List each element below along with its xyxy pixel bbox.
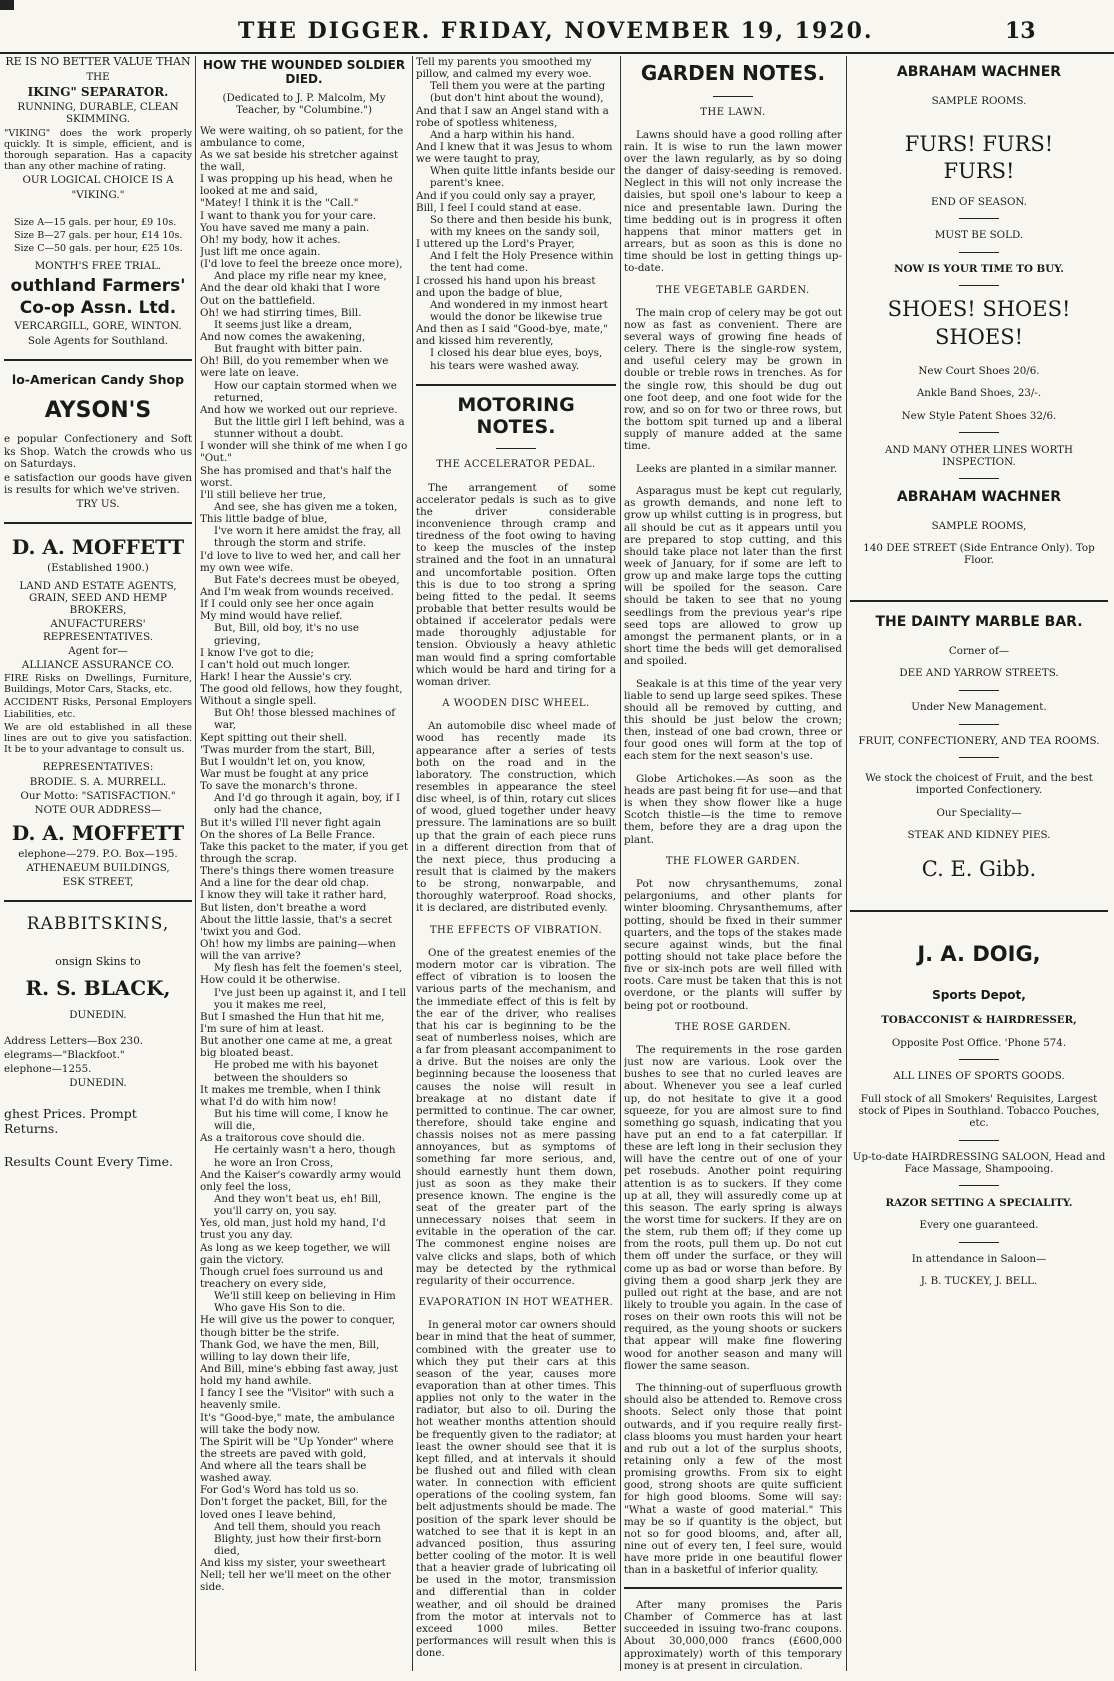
poem-line: "Matey! I think it is the "Call." [200,197,359,210]
ad-line: MONTH'S FREE TRIAL. [34,260,162,273]
poem-line: And a harp within his hand. [430,128,575,141]
ad-line: Our Motto: "SATISFACTION." [20,789,176,802]
poem-line: And the dear old khaki that I wore [200,282,380,295]
column-rule [412,56,413,1671]
article-paragraph: One of the greatest enemies of the modern motor car is vibration. The effect of vibration is to loosen the various parts of the mechanism, and the immediate effect of this is felt by the ear of the driver, who realises that his car is beginning to be the seat of numberless noises, which are a far from pleasant accompaniment to a drive. But the noises are only the beginning because the looseness that causes the noise will result in breakage at no distant date if permitted to continue. The car owner, therefore, should take engine and chassis noises not as mere passing annoyances, but as symptoms of something far more serious, and, should earnestly hunt them down, just as soon as they make their presence known. The engine is the seat of the greater part of the unnecessary noises that seem in evitable in the operation of the car. The commonest engine noises are valve clicks and slaps, both of which may be detected by the rythmical regularity of their occurrence. [416,946,616,1287]
poem-line: For God's Word has told us so. [200,1484,359,1497]
poem-body [200,125,408,1594]
ad-text: e popular Confectionery and Soft ks Shop. Watch the crowds who us on Saturdays. [4,433,192,470]
ad-line: ghest Prices. Prompt Returns. [4,1106,137,1137]
poem-line: Oh! we had stirring times, Bill. [200,306,362,319]
poem-line: And Bill, mine's ebbing fast away, just hold my hand awhile. [200,1362,399,1388]
ad-line: ATHENAEUM BUILDINGS, [26,861,170,874]
ad-line: SAMPLE ROOMS, [931,519,1027,532]
garden-column [624,56,842,1671]
poem-line: Don't forget the packet, Bill, for the loved ones I leave behind, [200,1496,388,1521]
poem-line: This little badge of blue, [200,513,328,526]
ad-heading: lo-American Candy Shop [11,371,185,387]
poem-line: I fancy I see the "Visitor" with such a heavenly smile. [200,1387,395,1412]
column-rule [846,56,847,1671]
poem-line: About the little lassie, that's a secret 'twixt you and God. [200,913,393,938]
poem-line: Tell my parents you smoothed my pillow, and calmed my every woe. [416,56,592,81]
poem-line: But, Bill, old boy, it's no use grieving, [214,622,359,647]
poem-line: Though cruel foes surround us and treachery on every side, [200,1265,384,1290]
poem-line: And a line for the dear old chap. [200,877,370,890]
poem-line: He certainly wasn't a hero, though he wore an Iron Cross, [214,1144,396,1169]
article-paragraph: Seakale is at this time of the year very liable to send up large seed spikes. These should all be removed by cutting, and this should be just below the crown; then, instead of one bad crown, three or four good ones will form at the top of each stem for the next season's use. [624,677,842,763]
poem-line: And I'm weak from wounds received. [200,585,394,598]
ad-line: SAMPLE ROOMS. [931,94,1027,107]
ad-heading: THE DAINTY MARBLE BAR. [875,614,1083,631]
divider [496,448,536,449]
section-heading: THE FLOWER GARDEN. [665,856,801,868]
size-row: Size C—50 gals. per hour, £25 10s. [14,243,183,255]
ad-line: REPRESENTATIVES: [42,761,154,774]
poem-line: I can't hold out much longer. [200,658,351,671]
poem-line: Out on the battlefield. [200,294,316,307]
poem-line: How could it be otherwise. [200,974,341,987]
ad-line: "VIKING." [71,188,125,201]
ad-line: TRY US. [76,498,120,511]
poem-line: But another one came at me, a great big bloated beast. [200,1035,393,1060]
ad-heading: FURS! FURS! FURS! [904,131,1054,183]
poem-line: And they won't beat us, eh! Bill, you'll carry on, you say. [214,1192,382,1218]
ad-line: Address Letters—Box 230. [4,1034,144,1047]
poem-line: But fraught with bitter pain. [214,343,363,356]
poem-line: And I knew that it was Jesus to whom we were taught to pray, [416,140,613,166]
poem-line: 'Twas murder from the start, Bill, [200,743,376,756]
ad-line: Full stock of all Smokers' Requisites, Largest stock of Pipes in Southland. Tobacco Pouches, etc. [858,1092,1100,1130]
rabbitskins-ad [4,914,192,1170]
poem-line: But his time will come, I know he will die, [214,1107,389,1133]
article-paragraph: Lawns should have a good rolling after rain. It is wise to run the lawn mower over the lawn regularly, as by so doing the danger of daisy-seeding is removed. Neglect in this will not only increase the daisies, but spoil one's labour to keep a nice and presentable lawn. During the time bedding out is in progress it often happens that minor matters get in arrears, but as soon as this is done no time should be lost in getting things up-to-date. [624,128,842,275]
ad-line: RE IS NO BETTER VALUE THAN [5,56,191,68]
ad-text: We are old established in all these lines are out to give you satisfaction. It be to your advantage to consult us. [4,721,192,756]
divider [4,522,192,524]
poem-ending [416,56,616,372]
poem-line: And tell them, should you reach Blighty, just how their first-born died, [214,1520,382,1558]
ad-line: elegrams—"Blackfoot." [4,1048,125,1061]
poem-line: If I could only see her once again [200,598,374,611]
ad-heading: SHOES! SHOES! SHOES! [887,297,1071,349]
article-paragraph: The main crop of celery may be got out now as fast as convenient. There are several ways of growing fine heads of celery. There is the single-row system, and useful celery may be grown in double or treble rows in trenches. As for the single row, this should be dug out one foot deep, and one foot wide for the row, and so on for two or three rows, but the bottom spit turned up and a liberal supply of manure added at the same time. [624,306,842,453]
poem-line: Without a single spell. [200,695,317,708]
poem-column [200,56,408,1671]
article-paragraph: Leeks are planted in a similar manner. [636,462,838,475]
section-heading: THE ACCELERATOR PEDAL. [436,459,596,471]
size-row: Size A—15 gals. per hour, £9 10s. [14,216,177,228]
ad-line: OUR LOGICAL CHOICE IS A [22,174,174,187]
article-paragraph: Asparagus must be kept cut regularly, as growth demands, and none left to grow up whilst cutting is in progress, but all should be cut as it appears until you are prepared to stop cutting, and this should take place not later than the first week of January, for if some are left to grow up and make large tops the cutting will be spoiled for the season. Care should be taken to see that no young seedlings from the previous year's ripe seed tops are allowed to grow up amongst the permanent plants, or in a short time the beds will get demoralised and spoiled. [624,485,842,668]
poem-line: Oh! Bill, do you remember when we were late on leave. [200,355,389,380]
ad-heading: J. A. DOIG, [917,942,1041,967]
poem-line: When quite little infants beside our parent's knee. [430,165,615,190]
article-paragraph: The arrangement of some accelerator pedals is such as to give the driver considerable inconvenience through cramp and tiredness of the foot owing to having to keep the muscles of the instep strained and the foot in an unnatural and uncomfortable position. Often this is due to too strong a spring being fitted to the pedal. It seems probable that better results would be obtained if accelerator pedals were made thoroughly adjustable for tension. Obviously a heavy athletic man would find a spring comfortable which would be hard and tiring for a woman driver. [416,481,616,688]
ad-heading: C. E. Gibb. [921,857,1037,882]
ad-line: elephone—279. P.O. Box—195. [18,847,178,860]
size-row: Size B—27 gals. per hour, £14 10s. [14,229,183,241]
ad-line: NOTE OUR ADDRESS— [34,803,162,816]
poem-line: Yes, old man, just hold my hand, I'd trust you any day. [200,1217,386,1242]
poem-line: And the Kaiser's cowardly army would only feel the loss, [200,1168,402,1193]
poem-line: I've just been up against it, and I tell you it makes me reel, [214,986,407,1011]
ad-line: ANUFACTURERS' REPRESENTATIVES. [42,618,154,643]
poem-line: But I smashed the Hun that hit me, [200,1010,385,1023]
poem-line: (I'd love to feel the breeze once more), [200,258,403,271]
poem-line: As long as we keep together, we will gain the victory. [200,1241,391,1266]
poem-line: My flesh has felt the foemen's steel, [214,962,403,975]
ad-line: onsign Skins to [55,955,141,969]
ad-heading: AYSON'S [44,397,152,423]
article-paragraph: An automobile disc wheel made of wood has recently made its appearance after a series of tests both on the road and in the laboratory. The construction, which resembles in appearance the steel disc wheel, is of thin, rotary cut slices of wood, glued together under heavy pressure. The laminations are so built up that the grain of each piece runs in a different direction from that of the next piece, thus producing a result that is claimed by the makers to be strong, nonwarpable, and thoroughly waterproof. Road shocks, it is declared, are distributed evenly. [416,720,616,915]
poem-line: It's "Good-bye," mate, the ambulance will take the body now. [200,1411,395,1436]
ad-heading: Sports Depot, [932,988,1026,1003]
poem-line: I closed his dear blue eyes, boys, his tears were washed away. [430,347,603,372]
poem-line: How our captain stormed when we returned, [214,379,397,404]
ad-heading: Co-op Assn. Ltd. [19,298,177,319]
poem-line: And now comes the awakening, [200,330,366,343]
ad-heading: R. S. BLACK, [25,976,171,1001]
ad-line: Opposite Post Office. 'Phone 574. [891,1036,1067,1049]
ad-line: FRUIT, CONFECTIONERY, AND TEA ROOMS. [858,734,1100,747]
article-paragraph: Pot now chrysanthemums, zonal pelargoniums, and other plants for winter blooming. Chrysanthemums, after potting, should be fixed in their summer quarters, and the tops of the stakes made secure against winds, but the final potting should not take place before the five or six-inch pots are well filled with roots. Care must be taken that this is not overdone, or the plants will suffer by being pot or rootbound. [624,878,842,1012]
ad-line: Every one guaranteed. [919,1219,1039,1232]
poem-line: And I felt the Holy Presence within the tent had come. [430,250,614,275]
poem-line: I'll still believe her true, [200,488,326,501]
ad-line: ALLIANCE ASSURANCE CO. [21,658,175,671]
poem-line: My mind would have relief. [200,610,343,623]
poem-line: As we sat beside his stretcher against the wall, [200,148,399,174]
wachner-ad [850,64,1108,566]
divider [850,600,1108,602]
poem-line: And that I saw an Angel stand with a robe of spotless whiteness, [416,104,609,129]
poem-line: I'm sure of him at least. [200,1023,325,1035]
poem-line: Tell them you were at the parting (but don't hint about the wound), [430,80,606,105]
poem-line: Hark! I hear the Aussie's cry. [200,670,353,683]
section-heading: EVAPORATION IN HOT WEATHER. [418,1297,614,1309]
ad-line: AND MANY OTHER LINES WORTH INSPECTION. [884,443,1074,468]
ad-line: 140 DEE STREET (Side Entrance Only). Top Floor. [863,542,1095,567]
section-heading: THE EFFECTS OF VIBRATION. [429,924,603,936]
ads-column-right [850,56,1108,1671]
article-paragraph: The thinning-out of superfluous growth should also be attended to. Remove cross shoots. Select only those that point outwards, and if you require really first-class blooms you must harden your heart and rub out a lot of the surplus shoots, retaining only a few of the most promising growths. From six to eight good, strong shoots are quite sufficient for high good blooms. Some will say: "What a waste of good material." This may be so if quantity is the object, but not so for good blooms, and, after all, nine out of every ten, I feel sure, would have more pride in one beautiful flower than in a basketful of inferior quality. [624,1382,842,1577]
poem-line: Kept spitting out their shell. [200,731,348,744]
ad-line: New Style Patent Shoes 32/6. [901,409,1057,422]
marble-bar-ad [850,614,1108,882]
ad-heading: RABBITSKINS, [26,914,170,935]
poem-line: But I wouldn't let on, you know, [200,755,366,768]
ad-line: Agent for— [68,644,128,657]
poem-line: And kiss my sister, your sweetheart Nell; tell her we'll meet on the other side. [200,1557,391,1594]
ad-line: VERCARGILL, GORE, WINTON. [14,320,182,333]
ad-line: Sole Agents for Southland. [27,334,169,347]
ad-line: J. B. TUCKEY, J. BELL. [920,1275,1038,1288]
motoring-title: MOTORING NOTES. [416,384,616,439]
article-paragraph: The requirements in the rose garden just now are various. Look over the bushes to see that no curled leaves are about. Whenever you see a leaf curled up, do not hesitate to give it a good squeeze, for you are almost sure to find something go squash, indicating that you have put an end to a fat caterpillar. If these are left long in their seclusion they will have the centre out of one of your pet rosebuds. Another point requiring attention is as to suckers. If they come up at all, they will assuredly come up at this season. The early spring is always the worst time for suckers. If they are on the stem, rub them off; if they come up from the roots, pull them up. Do not cut them off under the surface, or they will come up as bad or worse than before. By giving them a good sharp jerk they are pulled out right at the base, and are not likely to trouble you again. In the case of roses on their own roots this will not be required, as the young shoots or suckers that appear will make fine flowering wood for another season and many will flower the same season. [624,1044,842,1372]
poem-line: To save the monarch's throne. [200,780,358,793]
ad-line: DEE AND YARROW STREETS. [899,667,1059,680]
poem-line: Take this packet to the mater, if you get through the scrap. [200,840,408,866]
ad-line: We stock the choicest of Fruit, and the best imported Confectionery. [865,772,1093,797]
poem-line: So there and then beside his bunk, with my knees on the sandy soil, [430,213,613,238]
poem-line: War must be fought at any price [200,768,369,781]
poem-line: And where all the tears shall be washed away. [200,1460,367,1485]
ad-line: RAZOR SETTING A SPECIALITY. [885,1196,1073,1209]
column-rule [620,56,621,1671]
poem-line: He will give us the power to conquer, though bitter be the strife. [200,1314,396,1339]
ad-line: NOW IS YOUR TIME TO BUY. [894,263,1064,276]
ads-column-left [4,56,192,1671]
ad-text: "VIKING" does the work properly quickly. It is simple, efficient, and is thorough separation. Has a capacity than any other machine of rating. [4,127,192,173]
ad-line: DUNEDIN. [69,1077,127,1090]
poem-dedication: (Dedicated to J. P. Malcolm, My Teacher, by "Columbine.") [222,92,386,117]
ad-heading: outhland Farmers' [10,276,186,297]
poem-line: I've worn it here amidst the fray, all through the storm and strife. [214,525,401,550]
poem-line: And if you could only say a prayer, Bill, I feel I could stand at ease. [416,189,596,214]
poem-line: Thank God, we have the men, Bill, willing to lay down their life, [200,1338,380,1363]
article-paragraph: Globe Artichokes.—As soon as the heads are past being fit for use—and that is when they show flower like a huge Scotch thistle—is the time to remove them, before they are a drag upon the plant. [624,772,842,846]
poem-line: It makes me tremble, when I think what I'd do with him now! [200,1083,381,1108]
poem-line: But Oh! those blessed machines of war, [214,707,396,732]
poem-line: And place my rifle near my knee, [214,270,387,283]
section-heading: THE LAWN. [700,106,766,118]
ad-line: END OF SEASON. [930,195,1028,208]
ad-line: elephone—1255. [4,1063,92,1076]
poem-line: I crossed his hand upon his breast and upon the badge of blue, [416,274,596,299]
garden-title: GARDEN NOTES. [640,61,826,85]
poem-line: Oh! my body, how it aches. [200,233,341,246]
poem-line: She has promised and that's half the worst. [200,464,392,489]
poem-line: We were waiting, oh so patient, for the ambulance to come, [200,124,404,149]
poem-line: He probed me with his bayonet between the shoulders so [214,1059,378,1084]
poem-line: It seems just like a dream, [214,318,353,331]
ad-line: LAND AND ESTATE AGENTS, GRAIN, SEED AND HEMP BROKERS, [19,580,177,617]
ad-line: MUST BE SOLD. [934,229,1024,242]
poem-line: The Spirit will be "Up Yonder" where the streets are paved with gold, [200,1435,394,1460]
ad-text: ACCIDENT Risks, Personal Employers Liabilities, etc. [4,697,192,720]
doig-ad [850,942,1108,1287]
poem-line: Just lift me once again. [200,246,321,258]
ad-line: BRODIE. S. A. MURRELL. [29,775,167,788]
ad-line: DUNEDIN. [69,1008,127,1021]
divider [713,96,753,97]
ad-line: RUNNING, DURABLE, CLEAN SKIMMING. [17,101,179,126]
motoring-column [416,56,616,1671]
poem-line: I uttered up the Lord's Prayer, [416,238,575,251]
ad-text: e satisfaction our goods have given is results for which we've striven. [4,471,192,497]
poem-line: I know they will take it rather hard, [200,889,387,902]
ad-line: Up-to-date HAIRDRESSING SALOON, Head and Face Massage, Shampooing. [852,1150,1106,1175]
section-heading: THE ROSE GARDEN. [674,1021,792,1033]
poem-line: I know I've got to die; [200,646,314,659]
poem-line: But listen, don't breathe a word [200,901,367,914]
masthead [0,0,1114,54]
divider [4,900,192,902]
poem-line: As a traitorous cove should die. [200,1132,365,1145]
poem-line: Oh! how my limbs are paining—when will the van arrive? [200,938,396,963]
poem-line: And wondered in my inmost heart would the donor be likewise true [430,298,608,323]
ad-line: Results Count Every Time. [4,1153,174,1169]
poem-line: And see, she has given me a token, [214,500,398,513]
ad-heading: ABRAHAM WACHNER [896,64,1062,80]
ad-line: In attendance in Saloon— [911,1252,1047,1265]
moffett-ad [4,536,192,888]
ad-line: Corner of— [948,644,1010,657]
column-rule [195,56,196,1671]
ad-line: ESK STREET, [62,875,134,888]
poem-line: I was propping up his head, when he looked at me and said, [200,173,393,198]
ad-text: FIRE Risks on Dwellings, Furniture, Buildings, Motor Cars, Stacks, etc. [4,673,192,696]
poem-line: I want to thank you for your care. [200,209,377,222]
aysons-ad [4,373,192,511]
ad-heading: D. A. MOFFETT [11,821,185,846]
poem-line: You have saved me many a pain. [200,221,370,234]
poem-line: We'll still keep on believing in Him Who gave His Son to die. [214,1290,396,1315]
masthead-title: THE DIGGER. FRIDAY, NOVEMBER 19, 1920. [238,18,874,44]
divider [850,910,1108,912]
ad-line: TOBACCONIST & HAIRDRESSER, [881,1014,1077,1027]
article-paragraph: After many promises the Paris Chamber of Commerce has at last succeeded in issuing two-franc coupons. About 30,000,000 francs (£600,000 approximately) worth of this temporary money is at present in circulation. [624,1598,842,1671]
ad-line: (Established 1900.) [47,561,149,574]
poem-line: But Fate's decrees must be obeyed, [214,573,400,586]
ad-line: THE [86,70,110,83]
poem-line: And then as I said "Good-bye, mate," and kissed him reverently, [416,323,608,348]
poem-line: I wonder will she think of me when I go "Out." [200,440,408,465]
article-paragraph: In general motor car owners should bear in mind that the heat of summer, combined with the greater use to which they put their cars at this season of the year, causes more evaporation than at other times. This applies not only to the water in the radiator, but also to oil. During the hot weather months attention should be frequently given to the radiator; at least the owner should see that it is kept filled, and at intervals it should be flushed out and filled with clean water. In connection with efficient operations of the cooling system, fan belt adjustments should be made. The position of the spark lever should be watched to see that it is kept in an advanced position, thus assuring better cooling of the motor. It is well that a heavier grade of lubricating oil be used in the motor, transmission and differential than in colder weather, and oil should be drained from the motor at intervals not to exceed 1000 miles. Better performances will result when this is done. [416,1319,616,1660]
viking-ad [4,56,192,347]
divider [4,359,192,361]
ad-heading: D. A. MOFFETT [11,535,185,560]
poem-line: The good old fellows, how they fought, [200,683,403,696]
poem-line: On the shores of La Belle France. [200,828,376,841]
poem-line: There's things there women treasure [200,865,394,878]
ad-heading: IKING" SEPARATOR. [27,85,169,100]
ad-line: STEAK AND KIDNEY PIES. [907,829,1051,842]
poem-line: And I'd go through it again, boy, if I only had the chance, [214,792,401,817]
page-number: 13 [1005,18,1036,44]
poem-line: But the little girl I left behind, was a stunner without a doubt. [214,415,405,441]
section-heading: A WOODEN DISC WHEEL. [442,698,590,710]
section-heading: THE VEGETABLE GARDEN. [656,284,810,296]
poem-line: But it's willed I'll never fight again [200,816,381,829]
ad-heading: ABRAHAM WACHNER [896,489,1062,506]
poem-line: And how we worked out our reprieve. [200,403,398,416]
ad-line: ALL LINES OF SPORTS GOODS. [893,1070,1065,1083]
ad-line: Our Speciality— [936,806,1022,819]
poem-line: I'd love to live to wed her, and call her my own wee wife. [200,549,401,574]
ad-line: Ankle Band Shoes, 23/-. [916,387,1042,400]
poem-title: HOW THE WOUNDED SOLDIER DIED. [202,58,406,87]
ad-line: New Court Shoes 20/6. [918,365,1040,378]
ad-line: Under New Management. [911,701,1047,714]
